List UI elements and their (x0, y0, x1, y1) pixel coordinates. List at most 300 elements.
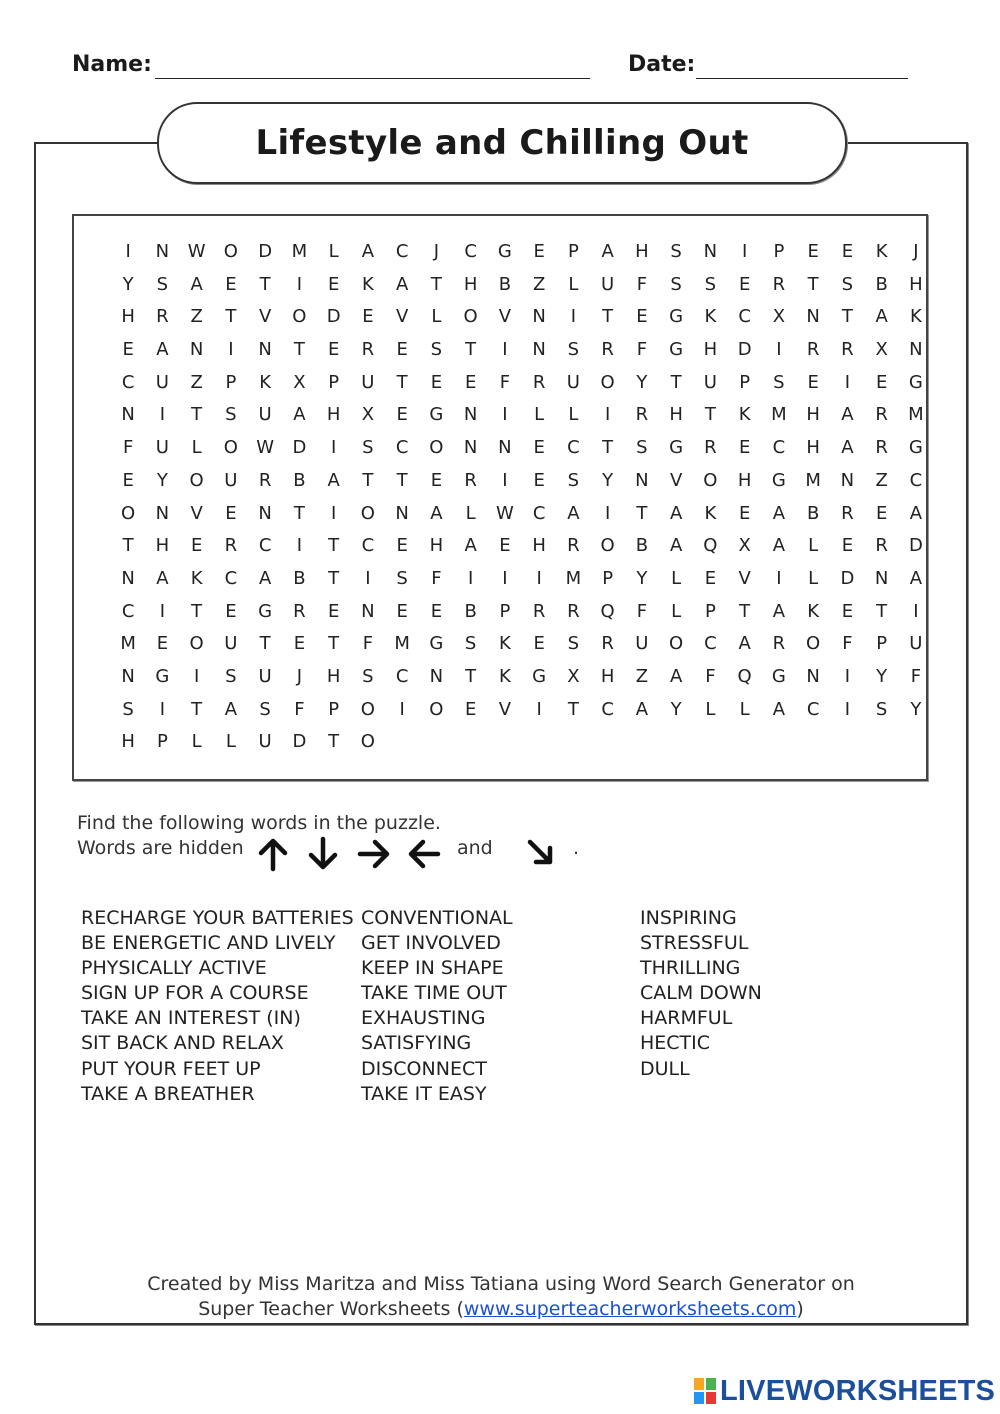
grid-letter[interactable]: B (464, 600, 477, 622)
grid-letter[interactable]: S (430, 339, 443, 361)
grid-letter[interactable]: S (122, 698, 134, 720)
grid-letter[interactable]: X (293, 371, 306, 393)
grid-letter[interactable]: N (635, 469, 649, 491)
grid-letter[interactable]: C (395, 241, 409, 262)
grid-letter[interactable]: I (502, 469, 508, 491)
grid-letter[interactable]: E (430, 469, 443, 491)
grid-letter[interactable]: B (635, 535, 649, 557)
grid-letter[interactable]: A (190, 273, 203, 295)
grid-letter[interactable]: L (328, 241, 339, 262)
grid-letter[interactable]: S (362, 437, 374, 459)
grid-letter[interactable]: C (121, 371, 135, 393)
grid-letter[interactable]: Y (910, 698, 922, 720)
grid-letter[interactable]: Y (122, 273, 134, 295)
grid-letter[interactable]: K (498, 665, 511, 687)
grid-letter[interactable]: I (604, 404, 611, 426)
grid-letter[interactable]: R (601, 339, 614, 361)
grid-letter[interactable]: L (808, 535, 819, 557)
grid-letter[interactable]: G (429, 404, 444, 426)
grid-letter[interactable]: O (121, 502, 136, 524)
grid-letter[interactable]: M (805, 469, 821, 491)
grid-letter[interactable]: F (122, 437, 134, 459)
grid-letter[interactable]: H (737, 469, 752, 491)
grid-letter[interactable]: A (156, 567, 169, 589)
grid-letter[interactable]: I (502, 404, 508, 426)
grid-letter[interactable]: A (361, 241, 375, 262)
grid-letter[interactable]: R (567, 600, 580, 622)
grid-letter[interactable]: F (294, 698, 305, 720)
grid-letter[interactable]: T (704, 404, 716, 426)
grid-letter[interactable]: E (533, 241, 545, 262)
grid-letter[interactable]: T (465, 339, 477, 361)
grid-letter[interactable]: A (669, 665, 683, 687)
grid-letter[interactable]: U (566, 371, 580, 393)
grid-letter[interactable]: H (463, 273, 478, 295)
grid-letter[interactable]: R (772, 273, 786, 295)
grid-letter[interactable]: V (738, 567, 751, 589)
grid-letter[interactable]: D (908, 535, 923, 557)
grid-letter[interactable]: E (875, 371, 888, 393)
grid-letter[interactable]: B (293, 567, 306, 589)
grid-letter[interactable]: A (875, 306, 888, 328)
grid-letter[interactable]: P (328, 371, 340, 393)
grid-letter[interactable]: H (326, 404, 341, 426)
grid-letter[interactable]: Z (875, 469, 888, 491)
grid-letter[interactable]: N (532, 306, 546, 328)
grid-letter[interactable]: S (841, 273, 854, 295)
grid-letter[interactable]: U (635, 633, 649, 655)
grid-letter[interactable]: O (600, 535, 615, 557)
grid-letter[interactable]: L (431, 306, 442, 328)
grid-letter[interactable]: V (395, 306, 409, 328)
grid-letter[interactable]: T (739, 600, 751, 622)
grid-letter[interactable]: R (532, 371, 546, 393)
grid-letter[interactable]: N (395, 502, 409, 524)
grid-letter[interactable]: E (396, 404, 408, 426)
grid-letter[interactable]: H (806, 437, 820, 459)
grid-letter[interactable]: I (159, 698, 166, 720)
grid-letter[interactable]: A (224, 698, 238, 720)
grid-letter[interactable]: E (464, 371, 477, 393)
grid-letter[interactable]: Y (670, 698, 682, 720)
grid-letter[interactable]: N (806, 306, 820, 328)
grid-letter[interactable]: I (844, 371, 851, 393)
grid-letter[interactable]: T (328, 567, 340, 589)
grid-letter[interactable]: H (703, 339, 718, 361)
grid-letter[interactable]: E (362, 306, 374, 328)
grid-letter[interactable]: I (741, 241, 748, 262)
grid-letter[interactable]: F (636, 600, 648, 622)
grid-letter[interactable]: P (499, 600, 511, 622)
grid-letter[interactable]: O (463, 306, 478, 328)
grid-letter[interactable]: R (875, 404, 888, 426)
grid-letter[interactable]: D (840, 567, 855, 589)
grid-letter[interactable]: I (296, 535, 303, 557)
grid-letter[interactable]: T (293, 339, 305, 361)
grid-letter[interactable]: C (806, 698, 820, 720)
grid-letter[interactable]: E (327, 600, 340, 622)
grid-letter[interactable]: A (567, 502, 580, 524)
grid-letter[interactable]: H (635, 241, 649, 262)
grid-letter[interactable]: O (223, 437, 238, 459)
grid-letter[interactable]: U (909, 633, 923, 655)
grid-letter[interactable]: S (636, 437, 648, 459)
grid-letter[interactable]: I (570, 306, 577, 328)
grid-letter[interactable]: B (806, 502, 820, 524)
grid-letter[interactable]: A (669, 502, 683, 524)
grid-letter[interactable]: A (327, 469, 340, 491)
grid-letter[interactable]: K (738, 404, 751, 426)
grid-letter[interactable]: V (190, 502, 203, 524)
grid-letter[interactable]: R (841, 502, 854, 524)
grid-letter[interactable]: A (430, 502, 443, 524)
grid-letter[interactable]: Y (636, 567, 648, 589)
grid-letter[interactable]: E (533, 437, 545, 459)
grid-letter[interactable]: G (155, 665, 170, 687)
grid-letter[interactable]: O (669, 633, 684, 655)
grid-letter[interactable]: A (841, 404, 854, 426)
grid-letter[interactable]: U (224, 633, 238, 655)
grid-letter[interactable]: R (875, 437, 888, 459)
grid-letter[interactable]: D (258, 241, 273, 262)
grid-letter[interactable]: O (223, 241, 238, 262)
grid-letter[interactable]: B (293, 469, 306, 491)
grid-letter[interactable]: M (771, 404, 787, 426)
grid-letter[interactable]: I (604, 502, 611, 524)
grid-letter[interactable]: R (806, 339, 820, 361)
grid-letter[interactable]: Y (636, 371, 648, 393)
grid-letter[interactable]: R (156, 306, 169, 328)
grid-letter[interactable]: R (464, 469, 477, 491)
grid-letter[interactable]: R (875, 535, 888, 557)
grid-letter[interactable]: F (636, 273, 648, 295)
credit-link[interactable]: www.superteacherworksheets.com (463, 1298, 797, 1320)
grid-letter[interactable]: A (841, 437, 854, 459)
grid-letter[interactable]: C (258, 535, 272, 557)
grid-letter[interactable]: L (225, 731, 236, 753)
grid-letter[interactable]: H (806, 404, 820, 426)
grid-letter[interactable]: N (532, 339, 546, 361)
grid-letter[interactable]: I (776, 339, 782, 361)
grid-letter[interactable]: N (258, 339, 272, 361)
grid-letter[interactable]: G (429, 633, 444, 655)
grid-letter[interactable]: C (704, 633, 717, 655)
grid-letter[interactable]: I (365, 567, 371, 589)
grid-letter[interactable]: D (292, 731, 307, 753)
grid-letter[interactable]: G (497, 241, 512, 262)
grid-letter[interactable]: J (913, 241, 919, 262)
grid-letter[interactable]: R (532, 600, 546, 622)
grid-letter[interactable]: S (225, 665, 237, 687)
grid-letter[interactable]: H (326, 665, 341, 687)
grid-letter[interactable]: H (429, 535, 444, 557)
grid-letter[interactable]: T (876, 600, 888, 622)
grid-letter[interactable]: A (635, 698, 649, 720)
grid-letter[interactable]: T (225, 306, 237, 328)
grid-letter[interactable]: E (704, 567, 717, 589)
grid-letter[interactable]: V (498, 306, 512, 328)
grid-letter[interactable]: R (635, 404, 649, 426)
grid-letter[interactable]: U (258, 731, 272, 753)
grid-letter[interactable]: Y (602, 469, 614, 491)
grid-letter[interactable]: U (224, 469, 238, 491)
grid-letter[interactable]: F (705, 665, 716, 687)
grid-letter[interactable]: T (670, 371, 682, 393)
grid-letter[interactable]: F (431, 567, 442, 589)
grid-letter[interactable]: C (395, 665, 409, 687)
grid-letter[interactable]: G (532, 665, 547, 687)
grid-letter[interactable]: I (502, 567, 508, 589)
grid-letter[interactable]: E (327, 339, 340, 361)
grid-letter[interactable]: S (396, 567, 408, 589)
grid-letter[interactable]: O (292, 306, 307, 328)
grid-letter[interactable]: E (807, 371, 819, 393)
grid-letter[interactable]: L (191, 437, 202, 459)
grid-letter[interactable]: T (293, 502, 305, 524)
grid-letter[interactable]: A (669, 535, 683, 557)
grid-letter[interactable]: F (842, 633, 853, 655)
grid-letter[interactable]: X (772, 306, 786, 328)
grid-letter[interactable]: S (259, 698, 271, 720)
grid-letter[interactable]: N (121, 404, 135, 426)
grid-letter[interactable]: E (156, 633, 169, 655)
grid-letter[interactable]: C (601, 698, 614, 720)
grid-letter[interactable]: A (772, 600, 786, 622)
grid-letter[interactable]: C (567, 437, 580, 459)
grid-letter[interactable]: K (498, 633, 511, 655)
grid-letter[interactable]: K (704, 502, 717, 524)
grid-letter[interactable]: E (225, 600, 237, 622)
grid-letter[interactable]: E (738, 437, 751, 459)
grid-letter[interactable]: P (739, 371, 751, 393)
grid-letter[interactable]: Z (190, 371, 203, 393)
grid-letter[interactable]: S (704, 273, 717, 295)
grid-letter[interactable]: Q (600, 600, 615, 622)
grid-letter[interactable]: P (567, 241, 579, 262)
grid-letter[interactable]: B (498, 273, 512, 295)
grid-letter[interactable]: E (122, 469, 134, 491)
grid-letter[interactable]: N (121, 665, 135, 687)
grid-letter[interactable]: U (155, 437, 169, 459)
grid-letter[interactable]: A (772, 698, 786, 720)
grid-letter[interactable]: I (330, 437, 337, 459)
grid-letter[interactable]: R (841, 339, 854, 361)
grid-letter[interactable]: A (395, 273, 409, 295)
grid-letter[interactable]: C (772, 437, 786, 459)
grid-letter[interactable]: G (771, 665, 786, 687)
grid-letter[interactable]: E (327, 273, 340, 295)
grid-letter[interactable]: H (600, 665, 615, 687)
grid-letter[interactable]: N (703, 241, 718, 262)
grid-letter[interactable]: S (875, 698, 888, 720)
grid-letter[interactable]: O (429, 437, 444, 459)
grid-letter[interactable]: E (841, 600, 854, 622)
grid-letter[interactable]: R (567, 535, 580, 557)
grid-letter[interactable]: E (225, 502, 237, 524)
grid-letter[interactable]: O (360, 502, 375, 524)
grid-letter[interactable]: C (738, 306, 751, 328)
grid-letter[interactable]: I (913, 600, 919, 622)
grid-letter[interactable]: L (808, 567, 819, 589)
grid-letter[interactable]: K (875, 241, 888, 262)
grid-letter[interactable]: R (361, 339, 375, 361)
grid-letter[interactable]: I (502, 339, 508, 361)
grid-letter[interactable]: Y (876, 665, 888, 687)
grid-letter[interactable]: F (499, 371, 511, 393)
grid-letter[interactable]: E (396, 339, 408, 361)
grid-letter[interactable]: T (602, 306, 614, 328)
grid-letter[interactable]: L (568, 404, 579, 426)
grid-letter[interactable]: E (225, 273, 237, 295)
grid-letter[interactable]: H (121, 731, 135, 753)
grid-letter[interactable]: A (464, 535, 477, 557)
grid-letter[interactable]: T (191, 600, 203, 622)
grid-letter[interactable]: M (394, 633, 410, 655)
grid-letter[interactable]: N (498, 437, 512, 459)
grid-letter[interactable]: I (125, 241, 131, 262)
grid-letter[interactable]: N (840, 469, 855, 491)
grid-letter[interactable]: S (567, 339, 580, 361)
grid-letter[interactable]: S (156, 273, 169, 295)
grid-letter[interactable]: U (601, 273, 615, 295)
grid-letter[interactable]: U (155, 371, 169, 393)
grid-letter[interactable]: N (121, 567, 135, 589)
grid-letter[interactable]: E (875, 502, 888, 524)
grid-letter[interactable]: E (841, 535, 854, 557)
grid-letter[interactable]: F (636, 339, 648, 361)
grid-letter[interactable]: T (602, 437, 614, 459)
grid-letter[interactable]: J (433, 241, 440, 262)
grid-letter[interactable]: L (568, 273, 579, 295)
grid-letter[interactable]: G (908, 371, 923, 393)
grid-letter[interactable]: B (875, 273, 888, 295)
grid-letter[interactable]: H (909, 273, 923, 295)
grid-letter[interactable]: Q (737, 665, 752, 687)
grid-letter[interactable]: U (258, 404, 272, 426)
grid-letter[interactable]: E (293, 633, 306, 655)
grid-letter[interactable]: K (259, 371, 272, 393)
grid-letter[interactable]: M (908, 404, 924, 426)
grid-letter[interactable]: H (532, 535, 546, 557)
grid-letter[interactable]: T (636, 502, 648, 524)
grid-letter[interactable]: E (396, 535, 408, 557)
grid-letter[interactable]: G (771, 469, 786, 491)
grid-letter[interactable]: T (396, 469, 408, 491)
grid-letter[interactable]: M (291, 241, 308, 262)
grid-letter[interactable]: U (703, 371, 717, 393)
grid-letter[interactable]: S (464, 633, 477, 655)
grid-letter[interactable]: X (738, 535, 751, 557)
grid-letter[interactable]: G (669, 339, 684, 361)
grid-letter[interactable]: G (669, 437, 684, 459)
grid-letter[interactable]: C (532, 502, 546, 524)
grid-letter[interactable]: E (807, 241, 819, 262)
grid-letter[interactable]: A (909, 502, 923, 524)
grid-letter[interactable]: E (464, 698, 477, 720)
grid-letter[interactable]: W (187, 241, 206, 262)
grid-letter[interactable]: K (190, 567, 203, 589)
grid-letter[interactable]: D (292, 437, 307, 459)
grid-letter[interactable]: A (156, 339, 169, 361)
grid-letter[interactable]: L (671, 567, 682, 589)
grid-letter[interactable]: S (670, 241, 682, 262)
grid-letter[interactable]: O (806, 633, 821, 655)
grid-letter[interactable]: O (360, 731, 375, 753)
grid-letter[interactable]: R (601, 633, 614, 655)
grid-letter[interactable]: M (565, 567, 582, 589)
grid-letter[interactable]: E (533, 469, 545, 491)
grid-letter[interactable]: R (224, 535, 238, 557)
grid-letter[interactable]: U (361, 371, 375, 393)
grid-letter[interactable]: V (498, 698, 512, 720)
grid-letter[interactable]: I (330, 502, 337, 524)
grid-letter[interactable]: K (361, 273, 374, 295)
grid-letter[interactable]: O (429, 698, 444, 720)
grid-letter[interactable]: E (533, 633, 545, 655)
grid-letter[interactable]: I (399, 698, 405, 720)
grid-letter[interactable]: C (395, 437, 409, 459)
grid-letter[interactable]: S (567, 633, 580, 655)
grid-letter[interactable]: N (874, 567, 889, 589)
grid-letter[interactable]: Z (190, 306, 203, 328)
grid-letter[interactable]: K (704, 306, 717, 328)
grid-letter[interactable]: O (600, 371, 615, 393)
grid-letter[interactable]: O (360, 698, 375, 720)
grid-letter[interactable]: X (361, 404, 375, 426)
grid-letter[interactable]: I (159, 600, 166, 622)
grid-letter[interactable]: I (296, 273, 303, 295)
grid-letter[interactable]: G (258, 600, 273, 622)
grid-letter[interactable]: Y (156, 469, 168, 491)
grid-letter[interactable]: N (463, 404, 478, 426)
grid-letter[interactable]: I (467, 567, 474, 589)
grid-letter[interactable]: G (669, 306, 684, 328)
grid-letter[interactable]: E (430, 600, 443, 622)
grid-letter[interactable]: A (293, 404, 306, 426)
grid-letter[interactable]: E (738, 502, 751, 524)
grid-letter[interactable]: E (122, 339, 134, 361)
grid-letter[interactable]: H (669, 404, 683, 426)
grid-letter[interactable]: A (772, 535, 786, 557)
grid-letter[interactable]: T (328, 633, 340, 655)
grid-letter[interactable]: S (362, 665, 374, 687)
grid-letter[interactable]: T (362, 469, 374, 491)
grid-letter[interactable]: C (464, 241, 477, 262)
grid-letter[interactable]: V (258, 306, 272, 328)
grid-letter[interactable]: L (465, 502, 476, 524)
grid-letter[interactable]: H (121, 306, 135, 328)
grid-letter[interactable]: N (463, 437, 478, 459)
grid-letter[interactable]: F (910, 665, 922, 687)
grid-letter[interactable]: I (159, 404, 166, 426)
grid-letter[interactable]: X (875, 339, 888, 361)
grid-letter[interactable]: I (776, 567, 782, 589)
grid-letter[interactable]: T (259, 273, 271, 295)
grid-letter[interactable]: A (258, 567, 272, 589)
grid-letter[interactable]: N (361, 600, 375, 622)
grid-letter[interactable]: T (567, 698, 579, 720)
grid-letter[interactable]: R (772, 633, 786, 655)
grid-letter[interactable]: I (536, 567, 542, 589)
grid-letter[interactable]: A (601, 241, 614, 262)
grid-letter[interactable]: L (191, 731, 202, 753)
grid-letter[interactable]: N (155, 241, 170, 262)
grid-letter[interactable]: L (534, 404, 545, 426)
grid-letter[interactable]: W (495, 502, 514, 524)
grid-letter[interactable]: E (499, 535, 511, 557)
grid-letter[interactable]: V (669, 469, 683, 491)
grid-letter[interactable]: R (704, 437, 717, 459)
